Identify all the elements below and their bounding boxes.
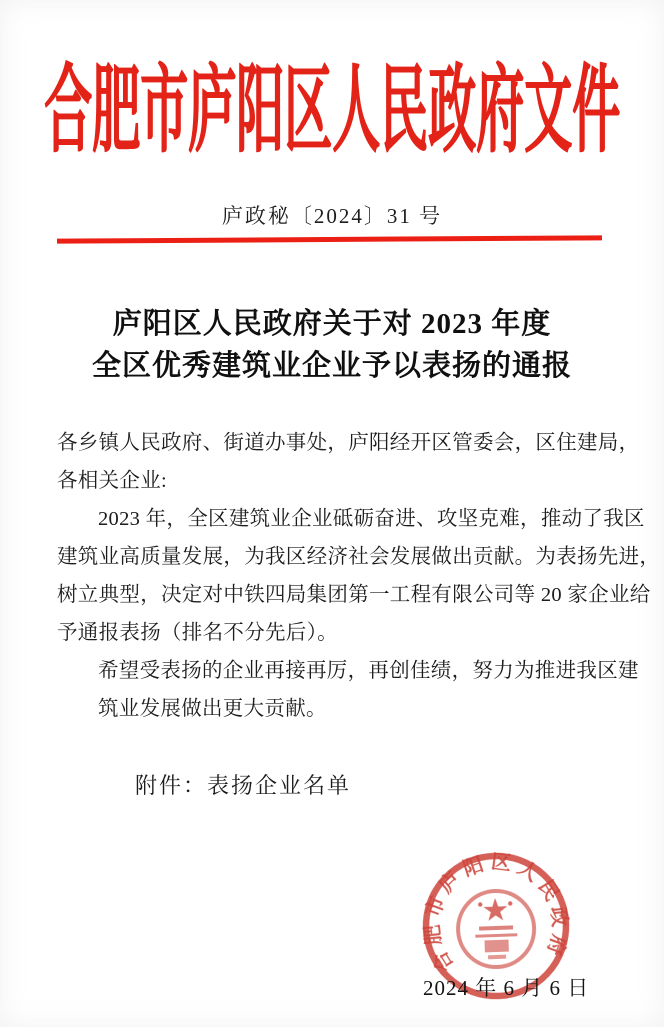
attachment-note: 附件：表扬企业名单 bbox=[135, 773, 352, 798]
body-line: 2023 年，全区建筑业企业砥砺奋进、攻坚克难，推动了我区 bbox=[98, 508, 645, 530]
document-body bbox=[57, 424, 661, 728]
national-emblem-icon bbox=[457, 890, 536, 969]
body-line: 建筑业高质量发展，为我区经济社会发展做出贡献。为表扬先进， bbox=[57, 546, 661, 568]
red-divider-rule bbox=[57, 235, 602, 243]
document-date: 2024 年 6 月 6 日 bbox=[423, 976, 590, 1000]
document-number: 庐政秘〔2024〕31 号 bbox=[221, 204, 443, 228]
body-line: 各相关企业: bbox=[57, 470, 167, 492]
body-line: 各乡镇人民政府、街道办事处，庐阳经开区管委会，区住建局， bbox=[57, 432, 640, 454]
body-line: 筑业发展做出更大贡献。 bbox=[98, 698, 327, 720]
document-title bbox=[0, 303, 664, 387]
document-title-line1: 庐阳区人民政府关于对 2023 年度 bbox=[112, 308, 552, 340]
letterhead-banner: 合肥市庐阳区人民政府文件 bbox=[43, 59, 620, 165]
body-line: 予通报表扬（排名不分先后）。 bbox=[57, 622, 338, 644]
seal-circular-text: 合肥市庐阳区人民政府 bbox=[421, 850, 571, 976]
body-line: 希望受表扬的企业再接再厉，再创佳绩，努力为推进我区建 bbox=[98, 660, 639, 682]
document-title-line2: 全区优秀建筑业企业予以表扬的通报 bbox=[91, 350, 572, 382]
body-line: 树立典型，决定对中铁四局集团第一工程有限公司等 20 家企业给 bbox=[57, 584, 651, 606]
